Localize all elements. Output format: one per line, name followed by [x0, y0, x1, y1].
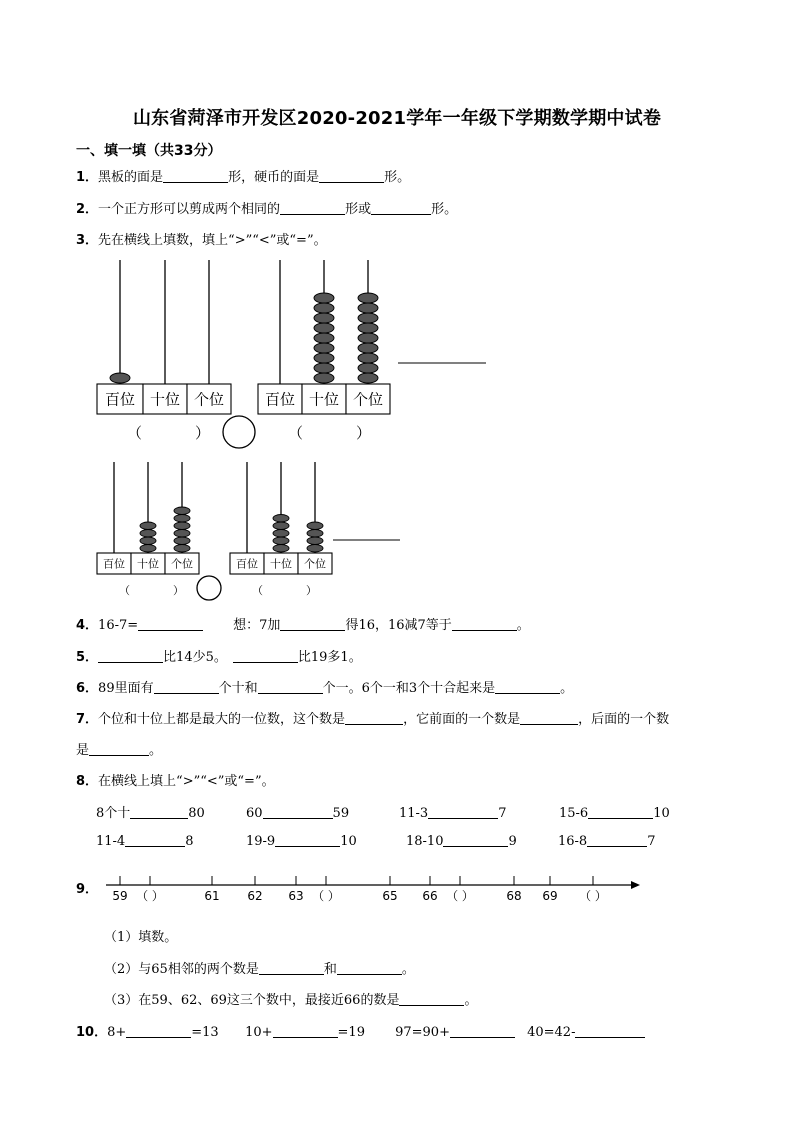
- question-number: 7．: [76, 712, 99, 727]
- compare-item: 16-8 7: [558, 834, 656, 849]
- answer-paren-close: ）: [173, 584, 184, 597]
- abacus-bead: [314, 353, 334, 363]
- question-number: 10．: [76, 1025, 108, 1040]
- question-number: 8．: [76, 774, 99, 789]
- abacus-bead: [307, 537, 323, 545]
- abacus: [230, 462, 332, 597]
- compare-item: 8个十 80: [96, 806, 205, 821]
- abacus-bead: [358, 323, 378, 333]
- number-line: [100, 868, 650, 908]
- compare-circle[interactable]: [197, 576, 221, 600]
- compare-item: 19-9 10: [246, 834, 357, 849]
- question-1: 1．黑板的面是 形，硬币的面是 形。: [76, 170, 411, 185]
- abacus-bead: [358, 353, 378, 363]
- abacus-bead: [174, 507, 190, 515]
- question-9-part-2: （2）与65相邻的两个数是 和 。: [104, 962, 415, 977]
- abacus-bead: [174, 522, 190, 530]
- answer-blank[interactable]: [520, 711, 578, 725]
- question-5: 5． 比14少5。 比19多1。: [76, 650, 362, 665]
- abacus-bead: [314, 343, 334, 353]
- abacus-bead: [140, 537, 156, 545]
- question-10: 10．8+ =13 10+ =19 97=90+ 40=42-: [76, 1021, 645, 1040]
- compare-item: 15-6 10: [559, 806, 670, 821]
- abacus-bead: [358, 343, 378, 353]
- question-number: 6．: [76, 681, 99, 696]
- abacus-bead: [314, 363, 334, 373]
- question-number: 1．: [76, 170, 99, 185]
- abacus-bead: [273, 530, 289, 538]
- question-7-cont: 是 。: [76, 743, 163, 758]
- place-value-label: 个位: [352, 390, 384, 409]
- number-line-label: 68: [506, 889, 522, 903]
- question-number: 5．: [76, 650, 99, 665]
- abacus-bead: [358, 363, 378, 373]
- answer-blank[interactable]: [273, 1024, 338, 1038]
- answer-blank[interactable]: [258, 680, 323, 694]
- question-8: 8．在横线上填上“>”“<”或“=”。: [76, 774, 275, 789]
- place-value-label: 百位: [103, 557, 125, 571]
- answer-paren-close: ）: [195, 424, 211, 442]
- abacus-bead: [110, 373, 130, 383]
- abacus-bead: [140, 522, 156, 530]
- answer-blank[interactable]: [452, 617, 517, 631]
- question-2: 2．一个正方形可以剪成两个相同的 形或 形。: [76, 202, 458, 217]
- question-3: 3．先在横线上填数，填上“>”“<”或“=”。: [76, 233, 327, 248]
- compare-item: 60 59: [246, 806, 350, 821]
- number-line-label: 62: [247, 889, 263, 903]
- answer-blank[interactable]: [495, 680, 560, 694]
- answer-blank[interactable]: [126, 1024, 191, 1038]
- question-9-part-3: （3）在59、62、69这三个数中，最接近66的数是 。: [104, 993, 478, 1008]
- number-line-label: 61: [204, 889, 220, 903]
- answer-blank[interactable]: [575, 1024, 645, 1038]
- number-line-label[interactable]: （ ）: [136, 889, 164, 903]
- abacus-bead: [273, 537, 289, 545]
- number-line-label[interactable]: （ ）: [446, 889, 474, 903]
- number-line-label: 59: [112, 889, 128, 903]
- answer-blank[interactable]: [337, 961, 402, 975]
- place-value-label: 百位: [264, 390, 296, 409]
- number-line-label: 69: [542, 889, 558, 903]
- number-line-label[interactable]: （ ）: [579, 889, 607, 903]
- question-number: 2．: [76, 202, 99, 217]
- place-value-label: 十位: [270, 557, 292, 571]
- answer-blank[interactable]: [280, 617, 345, 631]
- abacus-bead: [307, 545, 323, 553]
- abacus-bead: [273, 545, 289, 553]
- abacus-bead: [314, 323, 334, 333]
- number-line-label[interactable]: （ ）: [312, 889, 340, 903]
- abacus: [258, 260, 390, 442]
- compare-item: 18-10 9: [406, 834, 517, 849]
- abacus-bead: [358, 303, 378, 313]
- answer-paren-open: （: [127, 424, 143, 442]
- answer-blank[interactable]: [399, 992, 464, 1006]
- abacus-bead: [358, 333, 378, 343]
- abacus-bead: [314, 373, 334, 383]
- place-value-label: 十位: [308, 390, 340, 409]
- abacus-bead: [314, 333, 334, 343]
- place-value-label: 个位: [304, 557, 326, 571]
- abacus: [97, 462, 199, 597]
- abacus-bead: [307, 522, 323, 530]
- number-line-label: 63: [288, 889, 304, 903]
- place-value-label: 个位: [171, 557, 193, 571]
- abacus-bead: [358, 373, 378, 383]
- question-number: 9．: [76, 882, 99, 897]
- question-9: [76, 878, 98, 897]
- answer-paren-open: （: [252, 584, 263, 597]
- answer-blank[interactable]: [450, 1024, 515, 1038]
- place-value-label: 百位: [104, 390, 136, 409]
- answer-blank[interactable]: [89, 742, 149, 756]
- answer-blank[interactable]: [138, 617, 203, 631]
- abacus-bead: [273, 522, 289, 530]
- abacus-bead: [140, 545, 156, 553]
- place-value-label: 百位: [236, 557, 258, 571]
- question-number: 3．: [76, 233, 99, 248]
- abacus-bead: [140, 530, 156, 538]
- number-line-label: 66: [422, 889, 438, 903]
- compare-row-2: [96, 833, 656, 849]
- compare-item: 11-4 8: [96, 834, 194, 849]
- abacus-bead: [314, 303, 334, 313]
- answer-blank[interactable]: [154, 680, 219, 694]
- abacus-bead: [314, 313, 334, 323]
- compare-row-1: [96, 802, 670, 821]
- question-7: 7．个位和十位上都是最大的一位数，这个数是 ，它前面的一个数是 ，后面的一个数: [76, 712, 670, 727]
- question-4: 4．16-7= 想：7加 得16，16减7等于 。: [76, 618, 530, 633]
- abacus-bead: [174, 515, 190, 523]
- answer-blank[interactable]: [98, 649, 163, 663]
- place-value-label: 十位: [137, 557, 159, 571]
- question-number: 4．: [76, 618, 99, 633]
- answer-paren-close: ）: [356, 424, 372, 442]
- abacus-bead: [358, 313, 378, 323]
- number-line-label: 65: [382, 889, 398, 903]
- abacus-bead: [174, 545, 190, 553]
- abacus-bead: [174, 530, 190, 538]
- arrow-icon: [631, 881, 640, 889]
- question-6: 6．89里面有 个十和 个一。6个一和3个十合起来是 。: [76, 681, 574, 696]
- page-title: 山东省菏泽市开发区2020-2021学年一年级下学期数学期中试卷: [132, 108, 662, 129]
- place-value-label: 个位: [193, 390, 225, 409]
- section-heading: 一、填一填（共33分）: [76, 143, 222, 159]
- abacus-bead: [273, 515, 289, 523]
- abacus-bead: [174, 537, 190, 545]
- place-value-label: 十位: [149, 390, 181, 409]
- abacus: [97, 260, 231, 442]
- answer-blank[interactable]: [345, 711, 403, 725]
- compare-item: 11-3 7: [399, 806, 507, 821]
- answer-paren-close: ）: [306, 584, 317, 597]
- answer-blank[interactable]: [259, 961, 324, 975]
- answer-paren-open: （: [288, 424, 304, 442]
- answer-blank[interactable]: [233, 649, 298, 663]
- question-9-part-1: （1）填数。: [104, 930, 178, 945]
- answer-paren-open: （: [119, 584, 130, 597]
- compare-circle[interactable]: [223, 416, 255, 448]
- abacus-bead: [314, 293, 334, 303]
- abacus-bead: [307, 530, 323, 538]
- abacus-bead: [358, 293, 378, 303]
